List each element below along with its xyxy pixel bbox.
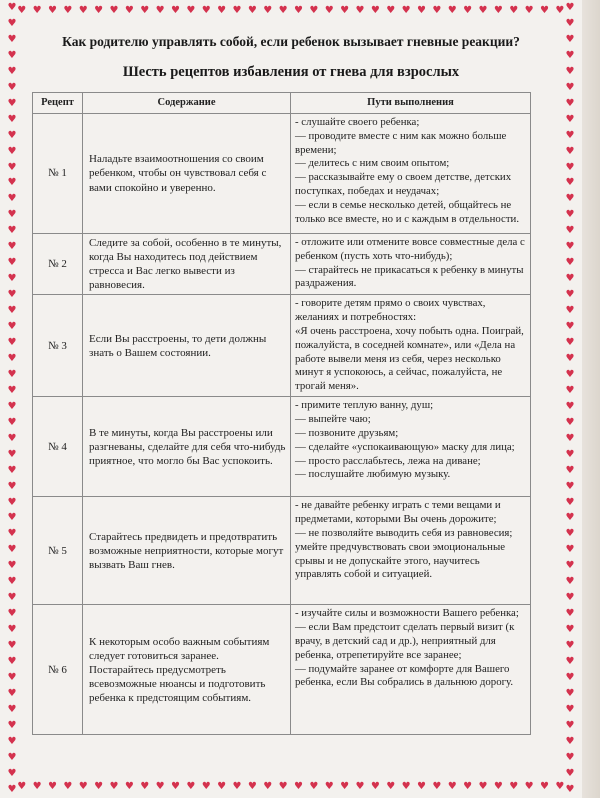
heart-icon: ♥ xyxy=(7,65,17,77)
heart-icon: ♥ xyxy=(565,767,575,779)
recipe-ways xyxy=(291,497,531,605)
heart-icon: ♥ xyxy=(7,703,17,715)
heart-icon: ♥ xyxy=(7,177,17,189)
way-item: — сделайте «успокаивающую» маску для лица; xyxy=(295,440,515,453)
way-item: — позвоните друзьям; xyxy=(295,426,399,439)
way-item: — если Вам предстоит сделать первый визит (к врачу, в детский сад и др.), неприятный для ребенка, отрепетируйте все заранее; xyxy=(295,621,515,661)
heart-icon: ♥ xyxy=(509,5,519,16)
heart-icon: ♥ xyxy=(565,687,575,699)
heart-icon: ♥ xyxy=(555,5,565,16)
heart-icon: ♥ xyxy=(78,781,88,792)
page-title: Как родителю управлять собой, если ребенок вызывает гневные реакции? xyxy=(62,34,520,49)
way-item: — не позволяйте выводить себя из равновесия; умейте предчувствовать свои эмоциональные срывы и не допускайте этого, научитесь управлять собой и ситуацией. xyxy=(295,526,513,581)
heart-icon: ♥ xyxy=(565,783,575,795)
heart-icon: ♥ xyxy=(565,193,575,205)
heart-icon: ♥ xyxy=(7,209,17,221)
heart-icon: ♥ xyxy=(565,113,575,125)
heart-icon: ♥ xyxy=(7,767,17,779)
heart-icon: ♥ xyxy=(7,113,17,125)
heart-border-right xyxy=(562,0,578,798)
recipe-ways xyxy=(291,234,531,295)
heart-icon: ♥ xyxy=(7,464,17,476)
heart-icon: ♥ xyxy=(565,273,575,285)
heart-icon: ♥ xyxy=(7,608,17,620)
heart-icon: ♥ xyxy=(7,368,17,380)
heart-icon: ♥ xyxy=(565,528,575,540)
heart-icon: ♥ xyxy=(7,416,17,428)
heart-icon: ♥ xyxy=(293,781,303,792)
heart-icon: ♥ xyxy=(293,5,303,16)
heart-icon: ♥ xyxy=(7,719,17,731)
heart-icon: ♥ xyxy=(370,5,380,16)
heart-icon: ♥ xyxy=(416,781,426,792)
heart-icon: ♥ xyxy=(565,656,575,668)
heart-icon: ♥ xyxy=(309,781,319,792)
heart-icon: ♥ xyxy=(7,33,17,45)
background-strip xyxy=(582,0,600,798)
heart-icon: ♥ xyxy=(565,17,575,29)
heart-icon: ♥ xyxy=(7,432,17,444)
heart-icon: ♥ xyxy=(524,781,534,792)
recipe-number: № 4 xyxy=(33,397,83,497)
heart-icon: ♥ xyxy=(340,781,350,792)
recipe-content: В те минуты, когда Вы расстроены или разгневаны, сделайте для себя что-нибудь приятное, что могло бы Вас успокоить. xyxy=(83,397,291,497)
table-row xyxy=(33,234,531,295)
heart-icon: ♥ xyxy=(565,592,575,604)
heart-icon: ♥ xyxy=(565,416,575,428)
heart-icon: ♥ xyxy=(7,528,17,540)
heart-icon: ♥ xyxy=(201,5,211,16)
heart-icon: ♥ xyxy=(565,496,575,508)
heart-icon: ♥ xyxy=(478,5,488,16)
heart-icon: ♥ xyxy=(47,781,57,792)
recipe-content: Старайтесь предвидеть и предотвратить возможные неприятности, которые могут вызвать Ваш гнев. xyxy=(83,497,291,605)
heart-icon: ♥ xyxy=(539,781,549,792)
heart-icon: ♥ xyxy=(565,432,575,444)
heart-icon: ♥ xyxy=(565,145,575,157)
way-item: - говорите детям прямо о своих чувствах, желаниях и потребностях: xyxy=(295,297,486,324)
heart-icon: ♥ xyxy=(7,289,17,301)
heart-icon: ♥ xyxy=(7,640,17,652)
heart-icon: ♥ xyxy=(63,5,73,16)
heart-icon: ♥ xyxy=(7,672,17,683)
heart-icon: ♥ xyxy=(170,5,180,16)
heart-icon: ♥ xyxy=(565,624,575,636)
heart-icon: ♥ xyxy=(565,321,575,333)
heart-icon: ♥ xyxy=(232,5,242,16)
heart-icon: ♥ xyxy=(17,781,27,792)
heart-border-bottom xyxy=(14,780,568,794)
heart-icon: ♥ xyxy=(155,5,165,16)
recipe-number: № 2 xyxy=(33,234,83,295)
heart-icon: ♥ xyxy=(565,225,575,237)
table-row xyxy=(33,295,531,397)
heart-icon: ♥ xyxy=(7,496,17,508)
heart-icon: ♥ xyxy=(63,781,73,792)
table-header-row xyxy=(33,93,531,114)
heart-icon: ♥ xyxy=(7,480,17,492)
heart-icon: ♥ xyxy=(109,5,119,16)
heart-icon: ♥ xyxy=(555,781,565,792)
heart-icon: ♥ xyxy=(7,193,17,205)
heart-icon: ♥ xyxy=(386,781,396,792)
heart-icon: ♥ xyxy=(7,624,17,636)
heart-icon: ♥ xyxy=(565,544,575,556)
heart-icon: ♥ xyxy=(401,5,411,16)
heart-icon: ♥ xyxy=(94,5,104,16)
heart-icon: ♥ xyxy=(7,448,17,460)
heart-icon: ♥ xyxy=(7,305,17,317)
heart-icon: ♥ xyxy=(565,719,575,731)
way-item: — старайтесь не прикасаться к ребенку в минуты раздражения. xyxy=(295,263,524,290)
heart-icon: ♥ xyxy=(324,5,334,16)
heart-icon: ♥ xyxy=(524,5,534,16)
heart-icon: ♥ xyxy=(565,560,575,572)
heart-icon: ♥ xyxy=(340,5,350,16)
heart-icon: ♥ xyxy=(7,273,17,285)
way-item: — выпейте чаю; xyxy=(295,413,371,426)
recipe-number: № 1 xyxy=(33,114,83,234)
heart-icon: ♥ xyxy=(201,781,211,792)
heart-icon: ♥ xyxy=(47,5,57,16)
heart-icon: ♥ xyxy=(7,129,17,141)
heart-icon: ♥ xyxy=(186,5,196,16)
way-item: — послушайте любимую музыку. xyxy=(295,468,451,481)
heart-icon: ♥ xyxy=(565,209,575,221)
heart-icon: ♥ xyxy=(7,560,17,572)
heart-icon: ♥ xyxy=(186,781,196,792)
heart-border-left xyxy=(4,0,20,798)
heart-icon: ♥ xyxy=(370,781,380,792)
way-item: - не давайте ребенку играть с теми вещами и предметами, которыми Вы очень дорожите; xyxy=(295,499,501,526)
heart-icon: ♥ xyxy=(565,352,575,364)
heart-icon: ♥ xyxy=(565,129,575,141)
recipe-content: Если Вы расстроены, то дети должны знать о Вашем состоянии. xyxy=(83,295,291,397)
heart-icon: ♥ xyxy=(565,305,575,317)
way-item: - примите теплую ванну, душ; xyxy=(295,399,434,412)
way-item: — подумайте заранее от комфорте для Вашего ребенка, если Вы собрались в дальнюю дорогу. xyxy=(295,662,514,689)
heart-icon: ♥ xyxy=(217,5,227,16)
heart-icon: ♥ xyxy=(565,97,575,109)
heart-icon: ♥ xyxy=(7,751,17,763)
way-item: — если в семье несколько детей, общайтесь не только все вместе, но и с каждым в отдельности. xyxy=(295,198,520,225)
recipe-content: Наладьте взаимоотношения со своим ребенком, чтобы он чувствовал себя с вами спокойно и уверенно. xyxy=(83,114,291,234)
recipe-content: К некоторым особо важным событиям следует готовиться заранее. Постарайтесь предусмотреть всевозможные нюансы и подготовить ребенка к предстоящим событиям. xyxy=(83,605,291,735)
recipe-number: № 3 xyxy=(33,295,83,397)
recipe-number: № 6 xyxy=(33,605,83,735)
heart-icon: ♥ xyxy=(565,400,575,412)
heart-icon: ♥ xyxy=(124,5,134,16)
heart-icon: ♥ xyxy=(263,781,273,792)
heart-icon: ♥ xyxy=(140,5,150,16)
heart-icon: ♥ xyxy=(7,97,17,109)
heart-icon: ♥ xyxy=(565,241,575,253)
recipe-content: Следите за собой, особенно в те минуты, когда Вы находитесь под действием стресса и Вас легко вывести из равновесия. xyxy=(83,234,291,295)
heart-icon: ♥ xyxy=(140,781,150,792)
header-content: Содержание xyxy=(83,93,291,114)
heart-icon: ♥ xyxy=(78,5,88,16)
header-ways: Пути выполнения xyxy=(291,93,531,114)
heart-icon: ♥ xyxy=(565,49,575,61)
way-item: — проводите вместе с ним как можно больше времени; xyxy=(295,129,507,156)
heart-icon: ♥ xyxy=(355,781,365,792)
heart-icon: ♥ xyxy=(17,5,27,16)
heart-icon: ♥ xyxy=(309,5,319,16)
heart-icon: ♥ xyxy=(7,592,17,604)
heart-icon: ♥ xyxy=(247,781,257,792)
heart-icon: ♥ xyxy=(565,1,575,13)
page-subtitle: Шесть рецептов избавления от гнева для взрослых xyxy=(122,64,460,80)
heart-icon: ♥ xyxy=(109,781,119,792)
table-row xyxy=(33,397,531,497)
way-item: - слушайте своего ребенка; xyxy=(295,116,420,128)
heart-icon: ♥ xyxy=(7,257,17,269)
table-row xyxy=(33,605,531,735)
heart-icon: ♥ xyxy=(447,781,457,792)
heart-icon: ♥ xyxy=(124,781,134,792)
heart-icon: ♥ xyxy=(401,781,411,792)
heart-icon: ♥ xyxy=(509,781,519,792)
heart-icon: ♥ xyxy=(565,161,575,173)
heart-icon: ♥ xyxy=(355,5,365,16)
heart-icon: ♥ xyxy=(7,225,17,237)
heart-icon: ♥ xyxy=(539,5,549,16)
table-row xyxy=(33,114,531,234)
heart-icon: ♥ xyxy=(7,161,17,173)
heart-icon: ♥ xyxy=(463,5,473,16)
heart-icon: ♥ xyxy=(565,368,575,380)
heart-icon: ♥ xyxy=(565,65,575,77)
heart-icon: ♥ xyxy=(7,145,17,157)
way-item: «Я очень расстроена, хочу побыть одна. Поиграй, пожалуйста, в соседней комнате», или «Дела на работе вывели меня из себя, через несколько минут я успокоюсь, а сейчас, пожалуйста, не трогай меня». xyxy=(295,324,524,393)
way-item: - отложите или отмените вовсе совместные дела с ребенком (пусть хоть что-нибудь); xyxy=(295,236,525,262)
way-item: — просто расслабьтесь, лежа на диване; xyxy=(295,454,481,467)
heart-icon: ♥ xyxy=(170,781,180,792)
recipes-table xyxy=(32,92,531,735)
way-item: - изучайте силы и возможности Вашего ребенка; xyxy=(295,607,519,620)
heart-icon: ♥ xyxy=(7,783,17,795)
heart-icon: ♥ xyxy=(278,781,288,792)
heart-border-top xyxy=(14,4,568,18)
heart-icon: ♥ xyxy=(432,5,442,16)
heart-icon: ♥ xyxy=(263,5,273,16)
heart-icon: ♥ xyxy=(7,81,17,93)
heart-icon: ♥ xyxy=(155,781,165,792)
heart-icon: ♥ xyxy=(7,1,17,13)
heart-icon: ♥ xyxy=(7,336,17,348)
heart-icon: ♥ xyxy=(94,781,104,792)
heart-icon: ♥ xyxy=(7,735,17,747)
heart-icon: ♥ xyxy=(232,781,242,792)
heart-icon: ♥ xyxy=(565,384,575,396)
heart-icon: ♥ xyxy=(32,5,42,16)
heart-icon: ♥ xyxy=(7,384,17,396)
heart-icon: ♥ xyxy=(7,321,17,333)
heart-icon: ♥ xyxy=(7,400,17,412)
heart-icon: ♥ xyxy=(7,241,17,253)
heart-icon: ♥ xyxy=(7,49,17,61)
heart-icon: ♥ xyxy=(32,781,42,792)
heart-icon: ♥ xyxy=(565,672,575,683)
heart-icon: ♥ xyxy=(565,81,575,93)
heart-icon: ♥ xyxy=(565,448,575,460)
heart-icon: ♥ xyxy=(7,352,17,364)
heart-icon: ♥ xyxy=(463,781,473,792)
heart-icon: ♥ xyxy=(278,5,288,16)
heart-icon: ♥ xyxy=(447,5,457,16)
heart-icon: ♥ xyxy=(565,336,575,348)
heart-icon: ♥ xyxy=(7,656,17,668)
heart-icon: ♥ xyxy=(565,289,575,301)
recipe-number: № 5 xyxy=(33,497,83,605)
heart-icon: ♥ xyxy=(386,5,396,16)
heart-icon: ♥ xyxy=(7,544,17,556)
heart-icon: ♥ xyxy=(565,703,575,715)
heart-icon: ♥ xyxy=(565,177,575,189)
heart-icon: ♥ xyxy=(565,751,575,763)
recipe-ways xyxy=(291,397,531,497)
heart-icon: ♥ xyxy=(493,781,503,792)
heart-icon: ♥ xyxy=(247,5,257,16)
heart-icon: ♥ xyxy=(432,781,442,792)
heart-icon: ♥ xyxy=(324,781,334,792)
heart-icon: ♥ xyxy=(7,576,17,588)
heart-icon: ♥ xyxy=(565,33,575,45)
heart-icon: ♥ xyxy=(565,480,575,492)
heart-icon: ♥ xyxy=(565,512,575,524)
recipe-ways xyxy=(291,605,531,735)
way-item: — рассказывайте ему о своем детстве, детских поступках, победах и неудачах; xyxy=(295,171,512,198)
heart-icon: ♥ xyxy=(565,608,575,620)
heart-icon: ♥ xyxy=(565,464,575,476)
recipe-ways xyxy=(291,114,531,234)
table-row xyxy=(33,497,531,605)
heart-icon: ♥ xyxy=(565,640,575,652)
heart-icon: ♥ xyxy=(416,5,426,16)
heart-icon: ♥ xyxy=(565,735,575,747)
recipe-ways xyxy=(291,295,531,397)
heart-icon: ♥ xyxy=(7,17,17,29)
header-recipe: Рецепт xyxy=(33,93,83,114)
heart-icon: ♥ xyxy=(7,512,17,524)
heart-icon: ♥ xyxy=(7,687,17,699)
way-item: — делитесь с ним своим опытом; xyxy=(295,157,450,170)
heart-icon: ♥ xyxy=(493,5,503,16)
heart-icon: ♥ xyxy=(217,781,227,792)
heart-icon: ♥ xyxy=(565,257,575,269)
heart-icon: ♥ xyxy=(565,576,575,588)
heart-icon: ♥ xyxy=(478,781,488,792)
